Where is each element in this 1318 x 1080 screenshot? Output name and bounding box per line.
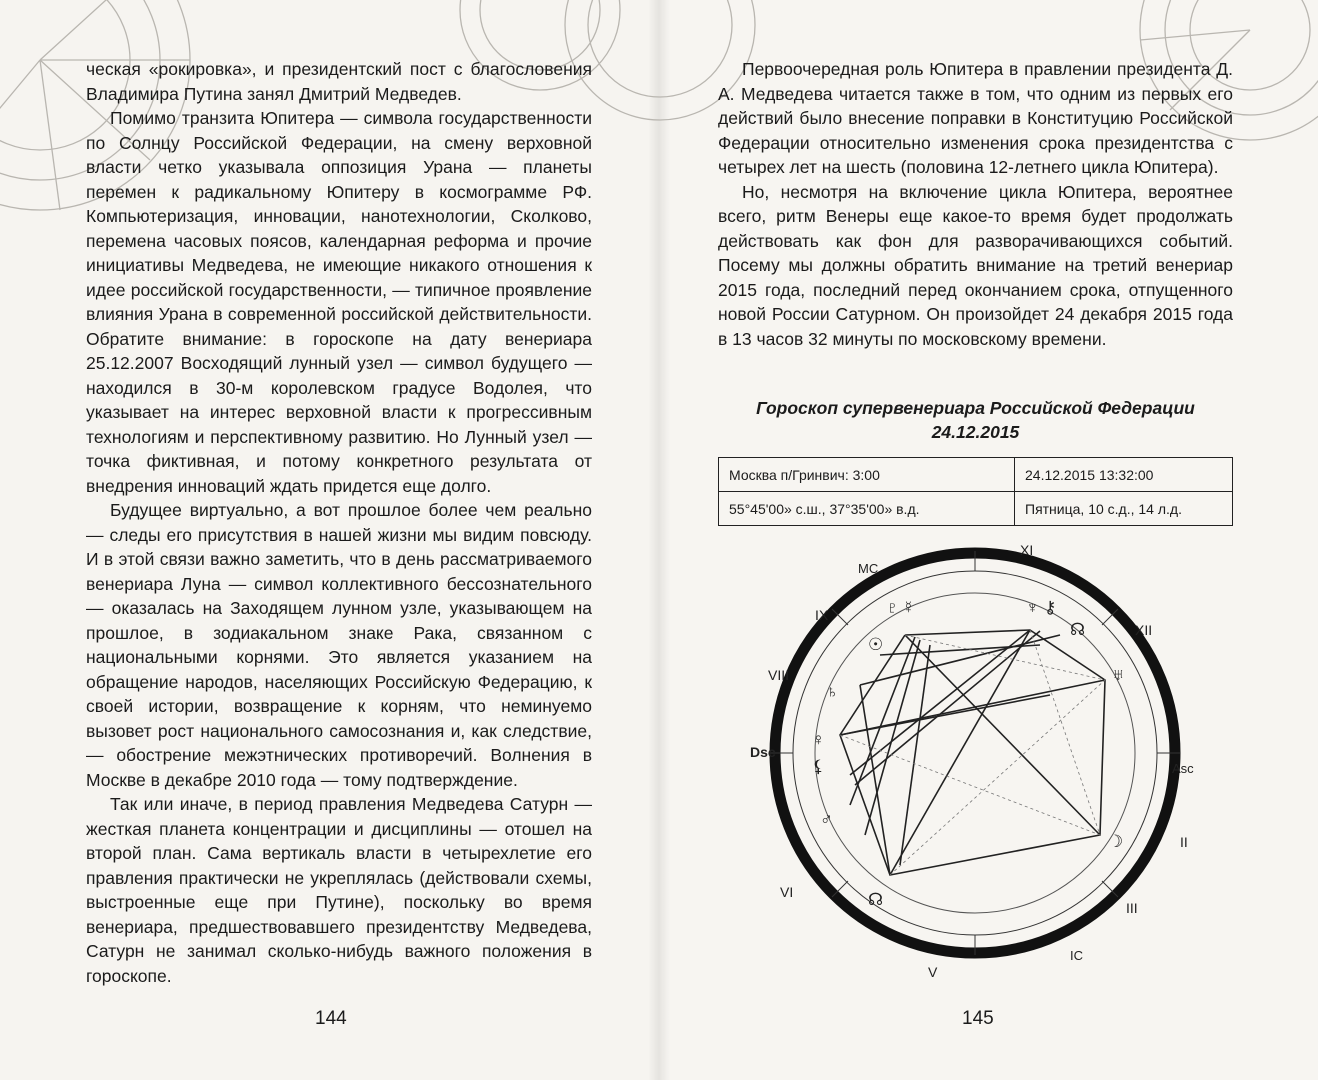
table-cell: Пятница, 10 с.д., 14 л.д. [1015, 492, 1233, 526]
node-north-icon: ☊ [1070, 620, 1086, 639]
mars-icon: ♂ [820, 810, 833, 829]
left-page-number: 144 [315, 1008, 347, 1029]
mercury-icon: ☿ [902, 598, 915, 617]
house-6-label: VI [780, 884, 794, 900]
sun-icon: ☉ [868, 635, 884, 654]
chart-title-line1: Гороскоп супервенериара Российской Федерации [756, 398, 1195, 418]
house-12-label: XII [1135, 622, 1153, 638]
inner-ring [815, 593, 1135, 913]
table-cell: 24.12.2015 13:32:00 [1015, 458, 1233, 492]
chart-title-line2: 24.12.2015 [931, 422, 1020, 442]
dsc-label: Dsc [750, 744, 776, 760]
horoscope-wheel [740, 535, 1220, 985]
chart-info-table [718, 457, 1233, 526]
venus-icon: ♀ [812, 730, 825, 749]
house-2-label: II [1180, 834, 1188, 850]
moon-icon: ☽ [1108, 832, 1124, 851]
right-paragraph-1: Первоочередная роль Юпитера в правлении президента Д. А. Медведева читается также в том, что одним из первых его действий было внесение поправки в Конституцию Российской Федерации относительно изменения срока президентства с четырех лет на шесть (половина 12-летнего цикла Юпитера). [718, 59, 1233, 177]
saturn-icon: ♄ [826, 682, 839, 701]
left-paragraph-1: ческая «рокировка», и президентский пост с благословения Владимира Путина занял Дмитрий Медведев. [86, 59, 592, 104]
asc-label: Asc [1172, 761, 1194, 776]
node-south-icon: ☊ [868, 890, 884, 909]
uranus-icon: ♅ [1112, 665, 1125, 684]
left-paragraph-4: Так или иначе, в период правления Медведева Сатурн — жесткая планета концентрации и дисциплины — отошел на второй план. Сама вертикаль власти в четырехлетие его правления практически не укреплялась (действовали схемы, выстроенные еще при Путине), поскольку во время венериара, предшествовавшего президентству Медведева, Сатурн не занимал сколько-нибудь важного положения в гороскопе. [86, 794, 592, 986]
lilith-icon: ⚸ [812, 757, 825, 776]
aspect-lines [840, 630, 1105, 875]
table-cell: 55°45'00» с.ш., 37°35'00» в.д. [719, 492, 1015, 526]
right-page-number: 145 [962, 1008, 994, 1029]
chiron-icon: ⚷ [1044, 598, 1057, 617]
outer-ring [775, 553, 1175, 953]
pluto-icon: ♇ [886, 598, 899, 617]
table-cell: Москва п/Гринвич: 3:00 [719, 458, 1015, 492]
mc-label: MC [858, 561, 879, 576]
left-paragraph-3: Будущее виртуально, а вот прошлое более чем реально — следы его присутствия в нашей жизни мы видим повсюду. И в этой связи важно заметить, что в день рассматриваемого венериара Луна — символ коллективного бессознательного — оказалась на Заходящем лунном узле, указывающем на прошлое, в зодиакальном знаке Рака, связанном с национальными корнями. Это является указанием на обращение народов, населяющих Российскую Федерацию, к своей истории, возвращение к корням, что неминуемо вызовет рост национального самосознания и, как следствие, — обострение межэтнических противоречий. Волнения в Москве в декабре 2010 года — тому подтверждение. [86, 500, 592, 790]
house-8-label: VIII [768, 667, 790, 683]
house-11-label: XI [1020, 542, 1034, 558]
left-page-text [86, 57, 592, 988]
chart-title [718, 396, 1233, 444]
house-5-label: V [928, 964, 938, 980]
ic-label: IC [1070, 948, 1083, 963]
house-9-label: IX [815, 607, 829, 623]
house-3-label: III [1126, 900, 1138, 916]
table-row [719, 458, 1233, 492]
right-paragraph-2: Но, несмотря на включение цикла Юпитера, вероятнее всего, ритм Венеры еще какое-то время будет продолжать действовать как фон для разворачивающихся событий. Посему мы должны обратить внимание на третий венериар 2015 года, последний перед окончанием срока, отпущенного новой России Сатурном. Он произойдет 24 декабря 2015 года в 13 часов 32 минуты по московскому времени. [718, 181, 1233, 349]
neptune-icon: ♆ [1026, 598, 1039, 617]
right-page-text [718, 57, 1233, 351]
table-row [719, 492, 1233, 526]
left-paragraph-2: Помимо транзита Юпитера — символа государственности по Солнцу Российской Федерации, на смену верховной власти четко указывала оппозиция Урана — планеты перемен к радикальному Юпитеру в космограмме РФ. Компьютеризация, инновации, нанотехнологии, Сколково, перемена часовых поясов, календарная реформа и прочие инициативы Медведева, не имеющие никакого отношения к идее российской государственности, — типичное проявление влияния Урана в современной российской действительности. Обратите внимание: в гороскопе на дату венериара 25.12.2007 Восходящий лунный узел — символ будущего — находился в 30-м королевском градусе Водолея, что указывает на интерес верховной власти к прогрессивным технологиям и перспективному развитию. Но Лунный узел — точка фиктивная, и потому конкретного результата от внедрения инноваций ждать придется еще долго. [86, 108, 592, 496]
